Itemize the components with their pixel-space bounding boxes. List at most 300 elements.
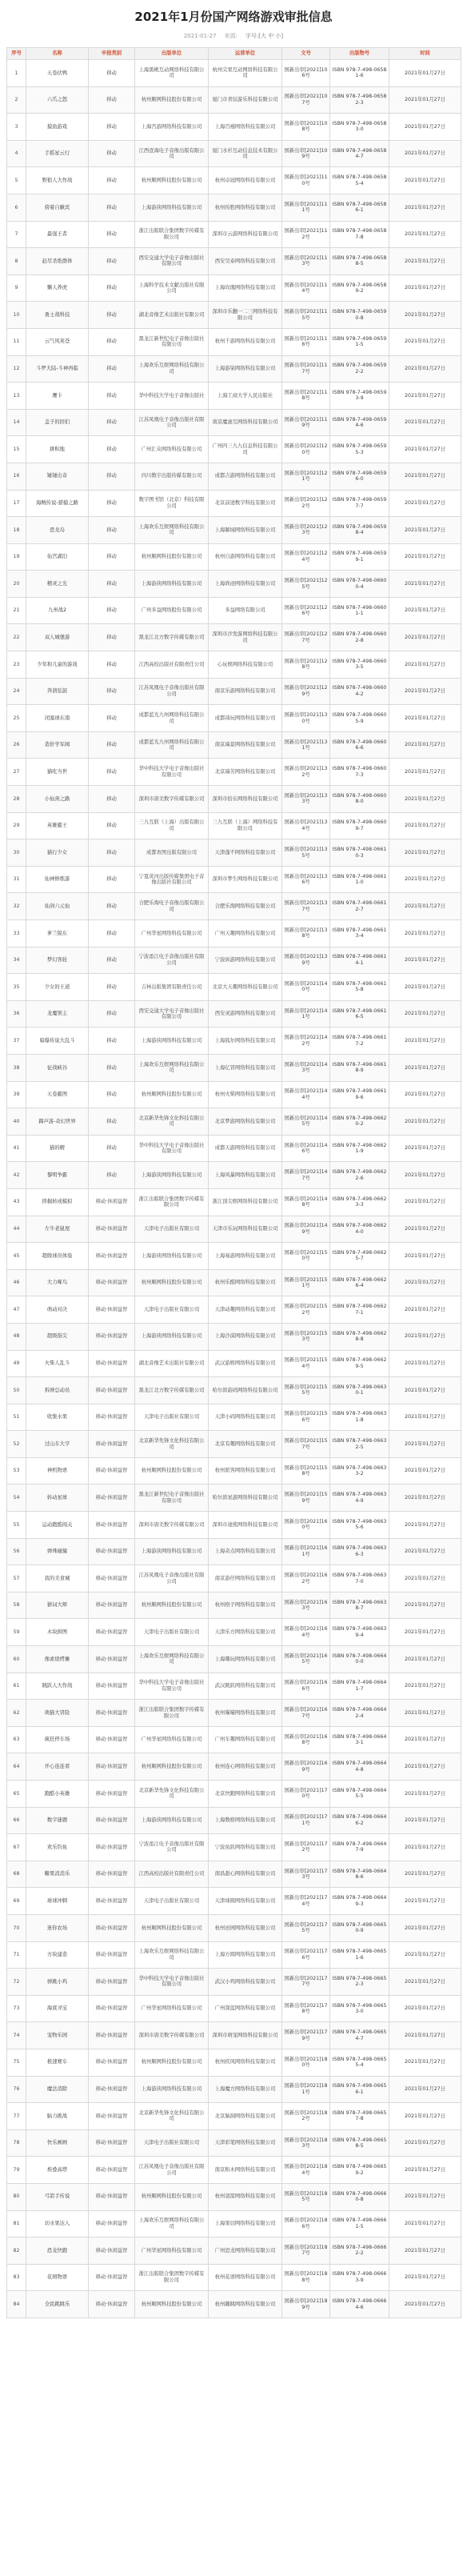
cell-col-category: 移动·休闲益智	[89, 1243, 135, 1270]
cell-col-name: 运动跑酷闯关	[26, 1512, 89, 1539]
cell-col-isbn: ISBN 978-7-498-06644-8	[330, 1753, 389, 1781]
cell-col-operator: 三九互联（上海）网络科技有限公司	[209, 812, 282, 839]
cell-col-date: 2021年01月27日	[389, 2103, 461, 2130]
cell-col-approval-no: 国新出审[2021]186号	[282, 2210, 330, 2237]
cell-col-date: 2021年01月27日	[389, 759, 461, 786]
table-row	[7, 624, 461, 651]
cell-col-category: 移动	[89, 274, 135, 302]
cell-col-approval-no: 国新出审[2021]123号	[282, 517, 330, 544]
cell-col-approval-no: 国新出审[2021]185号	[282, 2183, 330, 2210]
cell-col-date: 2021年01月27日	[389, 1404, 461, 1431]
cell-col-date: 2021年01月27日	[389, 1565, 461, 1592]
cell-col-category: 移动·休闲益智	[89, 1404, 135, 1431]
cell-col-name: 闭塞球东南	[26, 705, 89, 732]
cell-col-approval-no: 国新出审[2021]160号	[282, 1512, 330, 1539]
cell-col-category: 移动	[89, 436, 135, 463]
cell-col-publisher: 杭州顺网科技股份有限公司	[135, 2291, 209, 2318]
cell-col-name: 转动星球	[26, 1484, 89, 1512]
cell-col-approval-no: 国新出审[2021]173号	[282, 1861, 330, 1888]
cell-col-category: 移动	[89, 974, 135, 1001]
cell-col-name: 跑酷小英雄	[26, 1781, 89, 1808]
cell-col-category: 移动·休闲益智	[89, 1781, 135, 1808]
cell-col-approval-no: 国新出审[2021]142号	[282, 1028, 330, 1055]
cell-col-name: 超级指尖	[26, 1323, 89, 1350]
cell-col-isbn: ISBN 978-7-498-06617-2	[330, 1028, 389, 1055]
cell-col-index: 4	[7, 140, 26, 167]
cell-col-category: 移动	[89, 1108, 135, 1136]
cell-col-category: 移动·休闲益智	[89, 2264, 135, 2291]
cell-col-operator: 武汉游娱网络科技有限公司	[209, 1350, 282, 1377]
cell-col-approval-no: 国新出审[2021]154号	[282, 1350, 330, 1377]
cell-col-operator: 杭州乐酷网络科技有限公司	[209, 1269, 282, 1296]
cell-col-date: 2021年01月27日	[389, 705, 461, 732]
table-row	[7, 490, 461, 517]
table-row	[7, 248, 461, 275]
cell-col-name: 懒人养虎	[26, 274, 89, 302]
cell-col-isbn: ISBN 978-7-498-06603-5	[330, 651, 389, 679]
cell-col-index: 44	[7, 1216, 26, 1243]
cell-col-publisher: 上海游侠网络科技有限公司	[135, 1538, 209, 1565]
cell-col-index: 43	[7, 1188, 26, 1216]
cell-col-approval-no: 国新出审[2021]138号	[282, 920, 330, 947]
table-row	[7, 1834, 461, 1861]
cell-col-publisher: 上海游侠网络科技有限公司	[135, 1162, 209, 1189]
cell-col-operator: 广州四三九九信息科技有限公司	[209, 436, 282, 463]
table-row	[7, 2129, 461, 2157]
cell-col-operator: 杭州派客网络科技有限公司	[209, 1457, 282, 1484]
cell-col-approval-no: 国新出审[2021]151号	[282, 1269, 330, 1296]
cell-col-approval-no: 国新出审[2021]133号	[282, 786, 330, 813]
cell-col-publisher: 北京新华先锋文化科技有限公司	[135, 1781, 209, 1808]
cell-col-name: 黎明争霸	[26, 1162, 89, 1189]
cell-col-isbn: ISBN 978-7-498-06628-8	[330, 1323, 389, 1350]
cell-col-isbn: ISBN 978-7-498-06621-9	[330, 1135, 389, 1162]
cell-col-publisher: 天津电子出版社有限公司	[135, 1216, 209, 1243]
cell-col-operator: 广州天趣网络科技有限公司	[209, 920, 282, 947]
cell-col-index: 64	[7, 1753, 26, 1781]
cell-col-date: 2021年01月27日	[389, 2049, 461, 2076]
cell-col-operator: 杭州尖果互动网络科技有限公司	[209, 60, 282, 87]
table-row	[7, 1941, 461, 1969]
cell-col-publisher: 浙江出版联合集团数字传媒有限公司	[135, 221, 209, 248]
cell-col-operator: 深圳市拾东网络科技有限公司	[209, 786, 282, 813]
cell-col-isbn: ISBN 978-7-498-06633-2	[330, 1457, 389, 1484]
cell-col-category: 移动·休闲益智	[89, 1995, 135, 2022]
cell-col-index: 68	[7, 1861, 26, 1888]
cell-col-isbn: ISBN 978-7-498-06606-6	[330, 731, 389, 759]
cell-col-isbn: ISBN 978-7-498-06600-4	[330, 571, 389, 598]
table-row	[7, 1484, 461, 1512]
cell-col-name: 收集水果	[26, 1404, 89, 1431]
cell-col-index: 20	[7, 571, 26, 598]
cell-col-publisher: 宁波甬江电子音像出版社有限公司	[135, 947, 209, 974]
cell-col-category: 移动·休闲益智	[89, 2210, 135, 2237]
cell-col-name: 弓箭手传说	[26, 2183, 89, 2210]
table-row	[7, 2210, 461, 2237]
cell-col-approval-no: 国新出审[2021]126号	[282, 597, 330, 624]
cell-col-category: 移动	[89, 1000, 135, 1028]
cell-col-operator: 哈尔滨星游网络科技有限公司	[209, 1484, 282, 1512]
cell-col-category: 移动	[89, 221, 135, 248]
cell-col-category: 移动	[89, 920, 135, 947]
cell-col-publisher: 北京新华先锋文化科技有限公司	[135, 1108, 209, 1136]
cell-col-date: 2021年01月27日	[389, 248, 461, 275]
cell-col-publisher: 杭州顺网科技股份有限公司	[135, 1081, 209, 1108]
cell-col-category: 移动·休闲益智	[89, 1969, 135, 1996]
cell-col-category: 移动·休闲益智	[89, 2022, 135, 2049]
cell-col-category: 移动	[89, 517, 135, 544]
table-row	[7, 1565, 461, 1592]
cell-col-index: 66	[7, 1807, 26, 1834]
cell-col-publisher: 上海欢乐互娱网络科技有限公司	[135, 1054, 209, 1081]
cell-col-isbn: ISBN 978-7-498-06591-5	[330, 328, 389, 355]
cell-col-operator: 成都吉游网络科技有限公司	[209, 463, 282, 490]
cell-col-name: 开心连连看	[26, 1753, 89, 1781]
cell-col-isbn: ISBN 978-7-498-06650-9	[330, 1914, 389, 1941]
cell-col-index: 76	[7, 2076, 26, 2103]
cell-col-publisher: 吉林出版集团有限责任公司	[135, 974, 209, 1001]
cell-col-operator: 上海沙漠网络科技有限公司	[209, 1323, 282, 1350]
cell-col-isbn: ISBN 978-7-498-06647-9	[330, 1834, 389, 1861]
table-row	[7, 1108, 461, 1136]
cell-col-isbn: ISBN 978-7-498-06661-5	[330, 2210, 389, 2237]
cell-col-publisher: 西安交通大学电子音像出版社有限公司	[135, 248, 209, 275]
cell-col-index: 71	[7, 1941, 26, 1969]
cell-col-index: 14	[7, 409, 26, 436]
cell-col-name: 跳跃人大作战	[26, 1673, 89, 1700]
cell-col-category: 移动	[89, 731, 135, 759]
cell-col-publisher: 广州华星网络科技有限公司	[135, 1726, 209, 1753]
cell-col-date: 2021年01月27日	[389, 1323, 461, 1350]
cell-col-name: 数字谜题	[26, 1807, 89, 1834]
cell-col-operator: 上海方圆网络科技有限公司	[209, 1941, 282, 1969]
cell-col-operator: 上海玫瑰网络科技有限公司	[209, 274, 282, 302]
cell-col-publisher: 杭州顺网科技股份有限公司	[135, 1914, 209, 1941]
table-row	[7, 355, 461, 383]
table-row	[7, 1350, 461, 1377]
cell-col-publisher: 浙江出版联合集团数字传媒有限公司	[135, 1188, 209, 1216]
cell-col-isbn: ISBN 978-7-498-06611-0	[330, 866, 389, 893]
cell-col-date: 2021年01月27日	[389, 463, 461, 490]
table-row	[7, 1216, 461, 1243]
table-row	[7, 1861, 461, 1888]
cell-col-category: 移动	[89, 1135, 135, 1162]
cell-col-index: 78	[7, 2129, 26, 2157]
cell-col-operator: 多益网络有限公司	[209, 597, 282, 624]
cell-col-date: 2021年01月27日	[389, 1914, 461, 1941]
cell-col-index: 54	[7, 1484, 26, 1512]
cell-col-approval-no: 国新出审[2021]135号	[282, 839, 330, 867]
cell-col-date: 2021年01月27日	[389, 1484, 461, 1512]
cell-col-isbn: ISBN 978-7-498-06618-9	[330, 1054, 389, 1081]
cell-col-date: 2021年01月27日	[389, 1673, 461, 1700]
cell-col-date: 2021年01月27日	[389, 2291, 461, 2318]
cell-col-date: 2021年01月27日	[389, 1188, 461, 1216]
cell-col-publisher: 江苏凤凰电子音像出版社有限公司	[135, 678, 209, 705]
cell-col-approval-no: 国新出审[2021]175号	[282, 1914, 330, 1941]
cell-col-name: 萝兰锐东	[26, 920, 89, 947]
table-row	[7, 597, 461, 624]
cell-col-index: 35	[7, 974, 26, 1001]
cell-col-date: 2021年01月27日	[389, 597, 461, 624]
cell-col-approval-no: 国新出审[2021]116号	[282, 328, 330, 355]
cell-col-operator: 西安灵游网络科技有限公司	[209, 1000, 282, 1028]
cell-col-publisher: 江苏凤凰电子音像出版社有限公司	[135, 1565, 209, 1592]
cell-col-isbn: ISBN 978-7-498-06604-2	[330, 678, 389, 705]
cell-col-date: 2021年01月27日	[389, 2022, 461, 2049]
cell-col-date: 2021年01月27日	[389, 1162, 461, 1189]
table-row	[7, 114, 461, 141]
cell-col-isbn: ISBN 978-7-498-06660-8	[330, 2183, 389, 2210]
cell-col-approval-no: 国新出审[2021]121号	[282, 463, 330, 490]
cell-col-date: 2021年01月27日	[389, 1726, 461, 1753]
cell-col-approval-no: 国新出审[2021]124号	[282, 543, 330, 571]
table-row	[7, 920, 461, 947]
cell-col-operator: 哈尔滨游码网络科技有限公司	[209, 1377, 282, 1404]
cell-col-name: 九州战2	[26, 597, 89, 624]
cell-col-date: 2021年01月27日	[389, 1781, 461, 1808]
cell-col-name: 恐龙快跑	[26, 2237, 89, 2265]
cell-col-publisher: 上海游侠网络科技有限公司	[135, 1323, 209, 1350]
cell-col-index: 41	[7, 1135, 26, 1162]
cell-col-name: 疯狂停车场	[26, 1726, 89, 1753]
cell-col-index: 53	[7, 1457, 26, 1484]
cell-col-publisher: 广州汇众网络科技有限公司	[135, 436, 209, 463]
cell-col-publisher: 数字图书馆（北京）科技有限公司	[135, 490, 209, 517]
cell-col-publisher: 上海游侠网络科技有限公司	[135, 1243, 209, 1270]
cell-col-publisher: 上海游侠网络科技有限公司	[135, 1028, 209, 1055]
cell-col-date: 2021年01月27日	[389, 1269, 461, 1296]
cell-col-name: 六爪之怒	[26, 86, 89, 114]
cell-col-name: 少年和儿童的游戏	[26, 651, 89, 679]
cell-col-index: 72	[7, 1969, 26, 1996]
article-meta	[6, 30, 461, 42]
cell-col-publisher: 湖北音像艺术出版社有限公司	[135, 302, 209, 329]
cell-col-publisher: 上海宫游网络科技有限公司	[135, 114, 209, 141]
cell-col-operator: 上海游柒网络科技有限公司	[209, 355, 282, 383]
cell-col-operator: 上海百禧网络科技有限公司	[209, 114, 282, 141]
cell-col-index: 22	[7, 624, 26, 651]
cell-col-isbn: ISBN 978-7-498-06642-4	[330, 1700, 389, 1727]
cell-col-date: 2021年01月27日	[389, 1028, 461, 1055]
cell-col-publisher: 深圳市唐美数字传媒有限公司	[135, 1512, 209, 1539]
cell-col-name: 猫吃当世	[26, 759, 89, 786]
cell-col-index: 12	[7, 355, 26, 383]
cell-col-operator: 北京梦游网络科技有限公司	[209, 1108, 282, 1136]
cell-col-category: 移动	[89, 490, 135, 517]
cell-col-index: 67	[7, 1834, 26, 1861]
font-size-control[interactable]: 字号:[大 中 小]	[245, 33, 284, 39]
cell-col-approval-no: 国新出审[2021]161号	[282, 1538, 330, 1565]
cell-col-date: 2021年01月27日	[389, 786, 461, 813]
cell-col-name: 萌猫大冒险	[26, 1700, 89, 1727]
cell-col-isbn: ISBN 978-7-498-06607-3	[330, 759, 389, 786]
table-header-row	[7, 48, 461, 60]
cell-col-category: 移动·休闲益智	[89, 1431, 135, 1458]
cell-col-index: 11	[7, 328, 26, 355]
table-row	[7, 1269, 461, 1296]
cell-col-publisher: 天津电子出版社有限公司	[135, 1888, 209, 1915]
cell-col-category: 移动	[89, 678, 135, 705]
cell-col-category: 移动·休闲益智	[89, 1377, 135, 1404]
cell-col-category: 移动·休闲益智	[89, 1216, 135, 1243]
cell-col-index: 1	[7, 60, 26, 87]
cell-col-operator: 广州恐龙网络科技有限公司	[209, 2237, 282, 2265]
cell-col-index: 69	[7, 1888, 26, 1915]
cell-col-isbn: ISBN 978-7-498-06664-6	[330, 2291, 389, 2318]
cell-col-category: 移动·休闲益智	[89, 1323, 135, 1350]
cell-col-index: 8	[7, 248, 26, 275]
header-col-name: 名称	[26, 48, 89, 60]
cell-col-approval-no: 国新出审[2021]128号	[282, 651, 330, 679]
cell-col-approval-no: 国新出审[2021]188号	[282, 2264, 330, 2291]
cell-col-name: 花园物语	[26, 2264, 89, 2291]
cell-col-date: 2021年01月27日	[389, 140, 461, 167]
cell-col-name: 精灵之光	[26, 571, 89, 598]
cell-col-date: 2021年01月27日	[389, 1941, 461, 1969]
cell-col-publisher: 上海科学技术文献出版社有限公司	[135, 274, 209, 302]
cell-col-date: 2021年01月27日	[389, 1834, 461, 1861]
cell-col-category: 移动	[89, 1028, 135, 1055]
cell-col-index: 82	[7, 2237, 26, 2265]
cell-col-publisher: 天津电子出版社有限公司	[135, 2129, 209, 2157]
cell-col-category: 移动	[89, 893, 135, 920]
cell-col-publisher: 天津电子出版社有限公司	[135, 1296, 209, 1324]
cell-col-index: 9	[7, 274, 26, 302]
cell-col-category: 移动	[89, 355, 135, 383]
cell-col-category: 移动·休闲益智	[89, 1726, 135, 1753]
table-body	[7, 60, 461, 2318]
cell-col-date: 2021年01月27日	[389, 1753, 461, 1781]
cell-col-name: 糖果消消乐	[26, 1861, 89, 1888]
cell-col-index: 6	[7, 194, 26, 221]
cell-col-approval-no: 国新出审[2021]122号	[282, 490, 330, 517]
cell-col-date: 2021年01月27日	[389, 2264, 461, 2291]
cell-col-index: 34	[7, 947, 26, 974]
cell-col-date: 2021年01月27日	[389, 436, 461, 463]
cell-col-date: 2021年01月27日	[389, 1807, 461, 1834]
cell-col-date: 2021年01月27日	[389, 893, 461, 920]
table-row	[7, 1592, 461, 1619]
cell-col-category: 移动·休闲益智	[89, 1646, 135, 1673]
cell-col-publisher: 浙江出版联合集团数字传媒有限公司	[135, 1700, 209, 1727]
cell-col-approval-no: 国新出审[2021]125号	[282, 571, 330, 598]
cell-col-approval-no: 国新出审[2021]117号	[282, 355, 330, 383]
cell-col-index: 31	[7, 866, 26, 893]
table-row	[7, 463, 461, 490]
cell-col-publisher: 杭州顺网科技股份有限公司	[135, 2183, 209, 2210]
cell-col-operator: 西安昊泰网络科技有限公司	[209, 248, 282, 275]
cell-col-category: 移动·休闲益智	[89, 1861, 135, 1888]
cell-col-index: 46	[7, 1269, 26, 1296]
cell-col-isbn: ISBN 978-7-498-06595-3	[330, 436, 389, 463]
cell-col-date: 2021年01月27日	[389, 1054, 461, 1081]
cell-col-isbn: ISBN 978-7-498-06596-0	[330, 463, 389, 490]
cell-col-date: 2021年01月27日	[389, 839, 461, 867]
cell-col-category: 移动	[89, 248, 135, 275]
table-row	[7, 2076, 461, 2103]
cell-col-operator: 上海狐尔网络科技有限公司	[209, 1028, 282, 1055]
cell-col-approval-no: 国新出审[2021]189号	[282, 2291, 330, 2318]
cell-col-date: 2021年01月27日	[389, 947, 461, 974]
cell-col-name: 魔法消除	[26, 2076, 89, 2103]
cell-col-category: 移动·休闲益智	[89, 2049, 135, 2076]
cell-col-operator: 杭州格子网络科技有限公司	[209, 1592, 282, 1619]
cell-col-isbn: ISBN 978-7-498-06620-2	[330, 1108, 389, 1136]
cell-col-date: 2021年01月27日	[389, 328, 461, 355]
cell-col-isbn: ISBN 978-7-498-06659-2	[330, 2157, 389, 2184]
cell-col-publisher: 天津电子出版社有限公司	[135, 1619, 209, 1646]
cell-col-index: 25	[7, 705, 26, 732]
cell-col-operator: 武汉小鸡网络科技有限公司	[209, 1969, 282, 1996]
cell-col-date: 2021年01月27日	[389, 114, 461, 141]
cell-col-category: 移动·休闲益智	[89, 1350, 135, 1377]
cell-col-date: 2021年01月27日	[389, 2076, 461, 2103]
cell-col-operator: 上海亿冒网络科技有限公司	[209, 1054, 282, 1081]
cell-col-approval-no: 国新出审[2021]111号	[282, 194, 330, 221]
cell-col-isbn: ISBN 978-7-498-06597-7	[330, 490, 389, 517]
page-title: 2021年1月份国产网络游戏审批信息	[134, 10, 333, 24]
cell-col-approval-no: 国新出审[2021]179号	[282, 2022, 330, 2049]
cell-col-date: 2021年01月27日	[389, 1431, 461, 1458]
cell-col-approval-no: 国新出审[2021]106号	[282, 60, 330, 87]
cell-col-index: 17	[7, 490, 26, 517]
table-row	[7, 409, 461, 436]
cell-col-name: 大力啄鸟	[26, 1269, 89, 1296]
cell-col-name: 海底寻宝	[26, 1995, 89, 2022]
cell-col-publisher: 宁夏黄河出版传媒集团电子音像出版社有限公司	[135, 866, 209, 893]
cell-col-category: 移动	[89, 140, 135, 167]
cell-col-publisher: 黑龙江北方数字传媒有限公司	[135, 1377, 209, 1404]
cell-col-date: 2021年01月27日	[389, 974, 461, 1001]
cell-col-approval-no: 国新出审[2021]187号	[282, 2237, 330, 2265]
cell-col-isbn: ISBN 978-7-498-06629-5	[330, 1350, 389, 1377]
cell-col-index: 36	[7, 1000, 26, 1028]
cell-col-index: 45	[7, 1243, 26, 1270]
cell-col-index: 47	[7, 1296, 26, 1324]
table-row	[7, 274, 461, 302]
cell-col-category: 移动	[89, 328, 135, 355]
table-row	[7, 140, 461, 167]
cell-col-isbn: ISBN 978-7-498-06598-4	[330, 517, 389, 544]
cell-col-index: 74	[7, 2022, 26, 2049]
cell-col-isbn: ISBN 978-7-498-06655-4	[330, 2049, 389, 2076]
cell-col-publisher: 华中科技大学电子音像出版社有限公司	[135, 1969, 209, 1996]
cell-col-publisher: 杭州顺网科技股份有限公司	[135, 86, 209, 114]
cell-col-operator: 深圳市沙发游网络科技有限公司	[209, 624, 282, 651]
cell-col-name: 傍着自瞅宾	[26, 194, 89, 221]
cell-col-index: 61	[7, 1673, 26, 1700]
cell-col-publisher: 北京新华先锋文化科技有限公司	[135, 2103, 209, 2130]
cell-col-operator: 成都琦玩网络科技有限公司	[209, 705, 282, 732]
cell-col-name: 云气风荚苍	[26, 328, 89, 355]
cell-col-approval-no: 国新出审[2021]184号	[282, 2157, 330, 2184]
cell-col-approval-no: 国新出审[2021]166号	[282, 1673, 330, 1700]
cell-col-name: 蹄声游-奇幻世界	[26, 1108, 89, 1136]
cell-col-name: 恐龙岛	[26, 517, 89, 544]
cell-col-approval-no: 国新出审[2021]137号	[282, 893, 330, 920]
cell-col-isbn: ISBN 978-7-498-06632-5	[330, 1431, 389, 1458]
cell-col-operator: 天津球圆网络科技有限公司	[209, 1888, 282, 1915]
cell-col-publisher: 华中科技大学电子音像出版社有限公司	[135, 1673, 209, 1700]
cell-col-operator: 武汉跳跃网络科技有限公司	[209, 1673, 282, 1700]
cell-col-name: 龙魔领主	[26, 1000, 89, 1028]
cell-col-index: 63	[7, 1726, 26, 1753]
cell-col-approval-no: 国新出审[2021]167号	[282, 1700, 330, 1727]
cell-col-index: 40	[7, 1108, 26, 1136]
cell-col-date: 2021年01月27日	[389, 2183, 461, 2210]
cell-col-approval-no: 国新出审[2021]139号	[282, 947, 330, 974]
